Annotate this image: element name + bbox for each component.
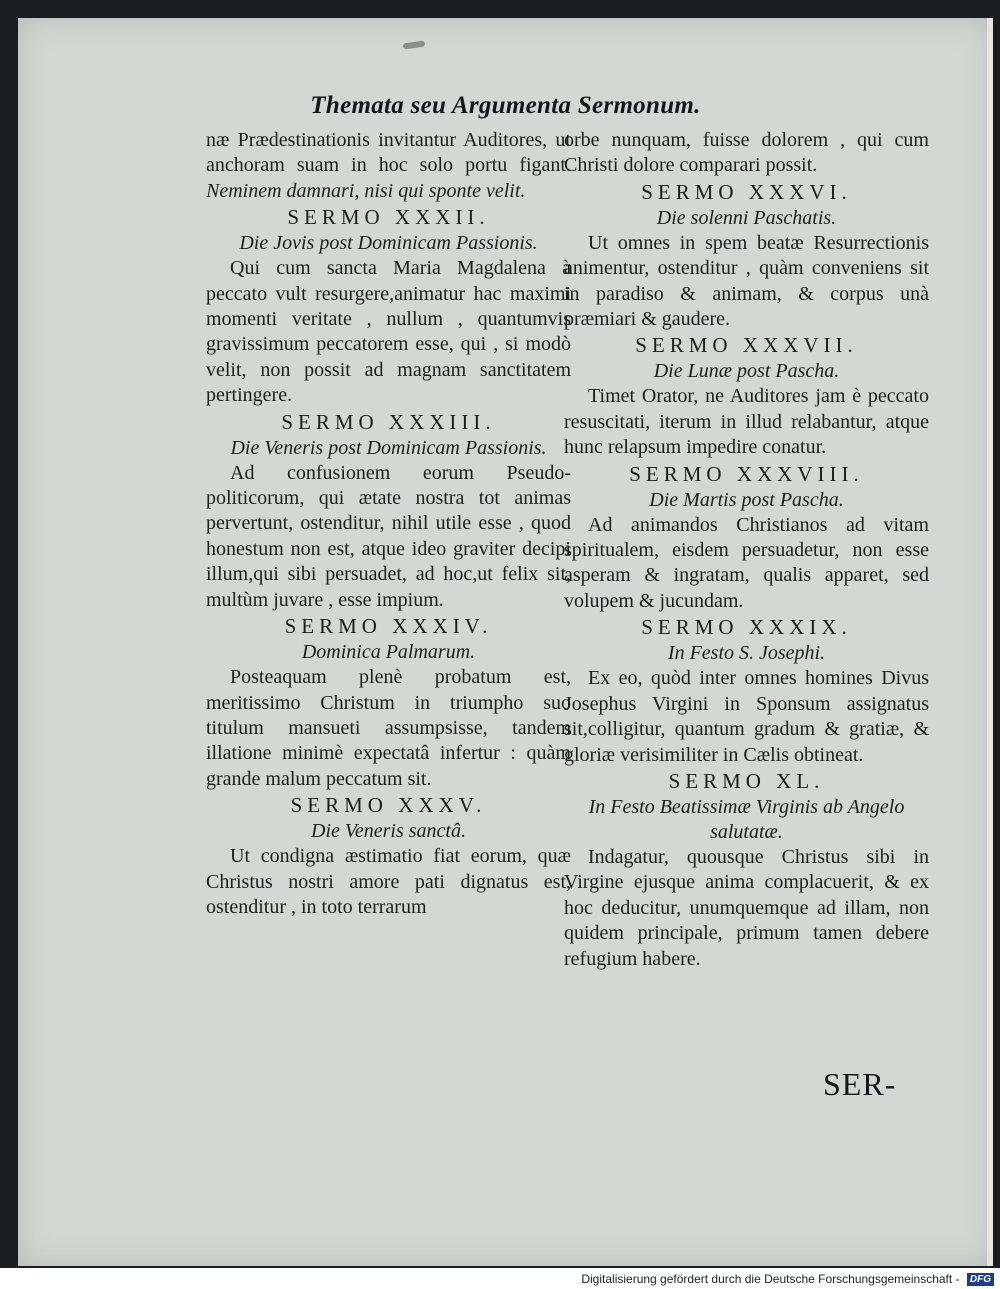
sermo-text-35: Ut condigna æstimatio fiat eorum, quæ Christus nostri amore pati dignatus est, ostenditur , in toto terrarum [206, 845, 571, 918]
right-column [564, 128, 929, 972]
sermo-text-38: Ad animandos Christianos ad vitam spiritualem, eisdem persuadetur, non esse asperam & ingratam, qualis apparet, sed volupem & jucundam. [564, 513, 929, 612]
footer-credit: Digitalisierung gefördert durch die Deutsche Forschungsgemeinschaft - [581, 1272, 960, 1286]
intro-paragraph [206, 128, 571, 204]
sermo-text-37: Timet Orator, ne Auditores jam è peccato resuscitati, iterum in illud relabantur, atque hunc relapsum impedire conatur. [564, 385, 929, 459]
sermo-occasion-36: Die solenni Paschatis. [656, 206, 837, 229]
catchword: SER- [823, 1066, 897, 1102]
sermo-heading-33: SERMO XXXIII. [281, 409, 496, 434]
sermo-heading-38: SERMO XXXVIII. [629, 461, 864, 486]
sermo-occasion-37: Die Lunæ post Pascha. [653, 360, 840, 383]
sermo-text-36: Ut omnes in spem beatæ Resurrectionis animentur, ostenditur , quàm conveniens sit in paradiso & animam, & corpus unà præmiari & gaudere. [564, 231, 929, 331]
continuation-paragraph: orbe nunquam, fuisse dolorem , qui cum Christi dolore comparari possit. [564, 129, 929, 177]
sermo-occasion-32: Die Jovis post Dominicam Passionis. [239, 232, 538, 255]
sermo-occasion-35: Die Veneris sanctâ. [311, 820, 466, 843]
sermo-text-40: Indagatur, quousque Christus sibi in Virgine ejusque anima complacuerit, & ex hoc deducitur, unumquemque ad illam, non quidem principale, primum tamen debere refugium habere. [564, 845, 929, 970]
running-title: Themata seu Argumenta Sermonum. [310, 92, 701, 119]
left-column [206, 128, 571, 920]
sermo-heading-40: SERMO XL. [668, 768, 825, 793]
sermo-text-33: Ad confusionem eorum Pseudo-politicorum, qui ætate nostra tot animas pervertunt, ostenditur, nihil utile esse , quod honestum non est, atque ideo graviter decipi illum,qui sibi persuadet, ad hoc,ut felix sit, multùm juvare , esse impium. [206, 461, 571, 611]
sermo-heading-35: SERMO XXXV. [290, 793, 487, 818]
sermo-heading-39: SERMO XXXIX. [641, 615, 852, 640]
book-page [18, 18, 993, 1266]
sermo-text-39: Ex eo, quòd inter omnes homines Divus Josephus Virgini in Sponsum assignatus sit,colligitur, quantum gradum & gratiæ, & gloriæ verisimiliter in Cælis obtineat. [564, 667, 929, 766]
sermo-occasion-33: Die Veneris post Dominicam Passionis. [230, 436, 547, 459]
intro-text: næ Prædestinationis invitantur Auditores, ut anchoram suam in hoc solo portu figant. [206, 129, 571, 177]
sermo-occasion-39: In Festo S. Josephi. [667, 642, 826, 665]
intro-italic: Neminem damnari, nisi qui sponte velit. [206, 179, 526, 202]
dfg-logo-icon: DFG [967, 1273, 994, 1286]
ink-smudge [403, 40, 426, 49]
sermo-occasion-40: In Festo Beatissimæ Virginis ab Angelo salutatæ. [588, 795, 905, 843]
sermo-heading-37: SERMO XXXVII. [635, 333, 858, 358]
sermo-text-32: Qui cum sancta Maria Magdalena à peccato vult resurgere,animatur hac maximi momenti veritate , nullum , quantumvis gravissimum peccatorem esse, qui , si modò velit, non possit ad magnam sanctitatem pertingere. [206, 257, 571, 407]
sermo-occasion-34: Dominica Palmarum. [301, 641, 476, 664]
sermo-text-34: Posteaquam plenè probatum est, meritissimo Christum in triumpho suo titulum mansueti assumpsisse, tandem illatione minimè expectatâ infertur : quàm grande malum peccatum sit. [206, 666, 571, 790]
sermo-heading-36: SERMO XXXVI. [641, 179, 852, 204]
sermo-heading-32: SERMO XXXII. [287, 205, 490, 230]
sermo-occasion-38: Die Martis post Pascha. [649, 488, 844, 511]
sermo-heading-34: SERMO XXXIV. [284, 614, 493, 639]
digitization-footer [0, 1270, 994, 1289]
